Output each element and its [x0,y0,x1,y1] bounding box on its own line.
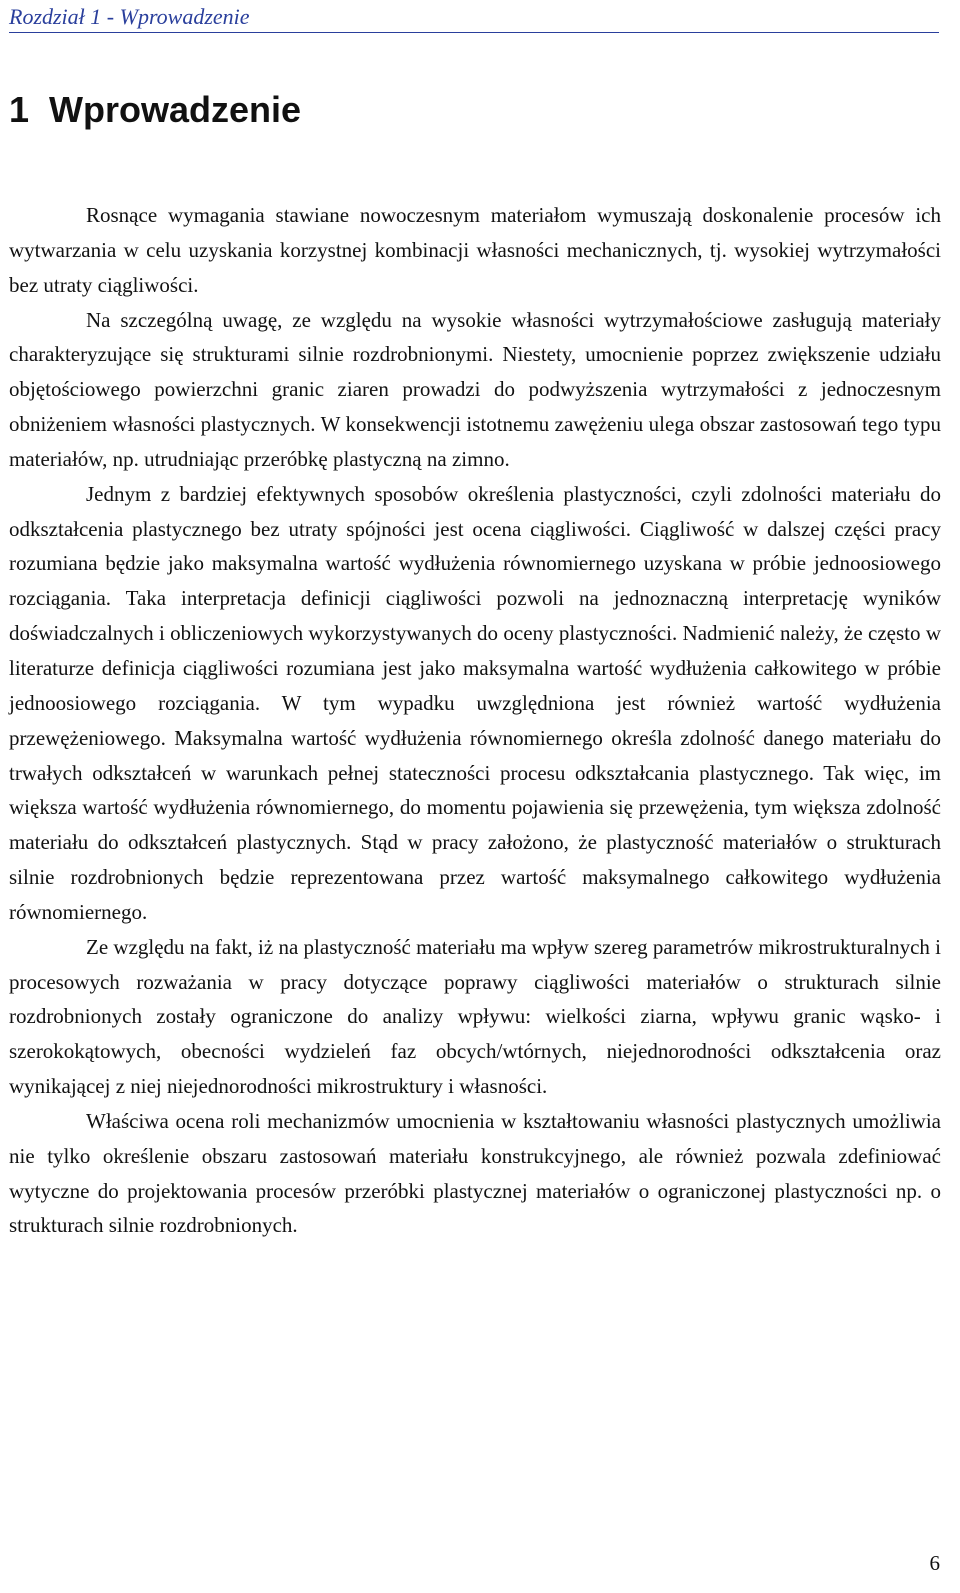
running-header-title: Rozdział 1 - Wprowadzenie [9,4,250,29]
chapter-number: 1 [9,89,30,130]
page-number: 6 [929,1551,940,1575]
paragraph: Ze względu na fakt, iż na plastyczność materiału ma wpływ szereg parametrów mikrostrukturalnych i procesowych rozważania w pracy dotyczące poprawy ciągliwości materiałów o strukturach silnie rozdrobnionych zostały ograniczone do analizy wpływu: wielkości ziarna, wpływu granic wąsko- i szerokokątowych, obecności wydzieleń faz obcych/wtórnych, niejednorodności odkształcenia oraz wynikającej z niej niejednorodności mikrostruktury i własności. [9,934,941,1099]
chapter-title [9,86,301,134]
paragraph: Na szczególną uwagę, ze względu na wysokie własności wytrzymałościowe zasługują materiały charakteryzujące się strukturami silnie rozdrobnionymi. Niestety, umocnienie poprzez zwiększenie udziału objętościowego powierzchni granic ziaren prowadzi do podwyższenia wytrzymałości z jednoczesnym obniżeniem własności plastycznych. W konsekwencji istotnemu zawężeniu ulega obszar zastosowań tego typu materiałów, np. utrudniając przeróbkę plastyczną na zimno. [9,307,941,471]
paragraph: Rosnące wymagania stawiane nowoczesnym materiałom wymuszają doskonalenie procesów ich wytwarzania w celu uzyskania korzystnej kombinacji własności mechanicznych, tj. wysokiej wytrzymałości bez utraty ciągliwości. [9,203,941,297]
chapter-title-text: Wprowadzenie [49,89,302,130]
paragraph: Właściwa ocena roli mechanizmów umocnienia w kształtowaniu własności plastycznych umożliwia nie tylko określenie obszaru zastosowań materiału konstrukcyjnego, ale również pozwala zdefiniować wytyczne do projektowania procesów przeróbki plastycznej materiałów o ograniczonej plastyczności np. o strukturach silnie rozdrobnionych. [9,1108,941,1238]
running-header [9,2,939,33]
chapter-body [9,198,941,1243]
paragraph: Jednym z bardziej efektywnych sposobów określenia plastyczności, czyli zdolności materiału do odkształcenia plastycznego bez utraty spójności jest ocena ciągliwości. Ciągliwość w dalszej części pracy rozumiana będzie jako maksymalna wartość wydłużenia równomiernego uzyskana w próbie jednoosiowego rozciągania. Taka interpretacja definicji ciągliwości pozwoli na jednoznaczną interpretację wyników doświadczalnych i obliczeniowych wykorzystywanych do oceny plastyczności. Nadmienić należy, że często w literaturze definicja ciągliwości rozumiana jest jako maksymalna wartość wydłużenia całkowitego w próbie jednoosiowego rozciągania. W tym wypadku uwzględniona jest również wartość wydłużenia przewężeniowego. Maksymalna wartość wydłużenia równomiernego określa zdolność danego materiału do trwałych odkształceń w warunkach pełnej stateczności procesu odkształcania plastycznego. Tak więc, im większa wartość wydłużenia równomiernego, do momentu pojawienia się przewężenia, tym większa zdolność materiału do odkształceń plastycznych. Stąd w pracy założono, że plastyczność materiałów o strukturach silnie rozdrobnionych będzie reprezentowana przez wartość maksymalnego całkowitego wydłużenia równomiernego. [9,481,941,924]
